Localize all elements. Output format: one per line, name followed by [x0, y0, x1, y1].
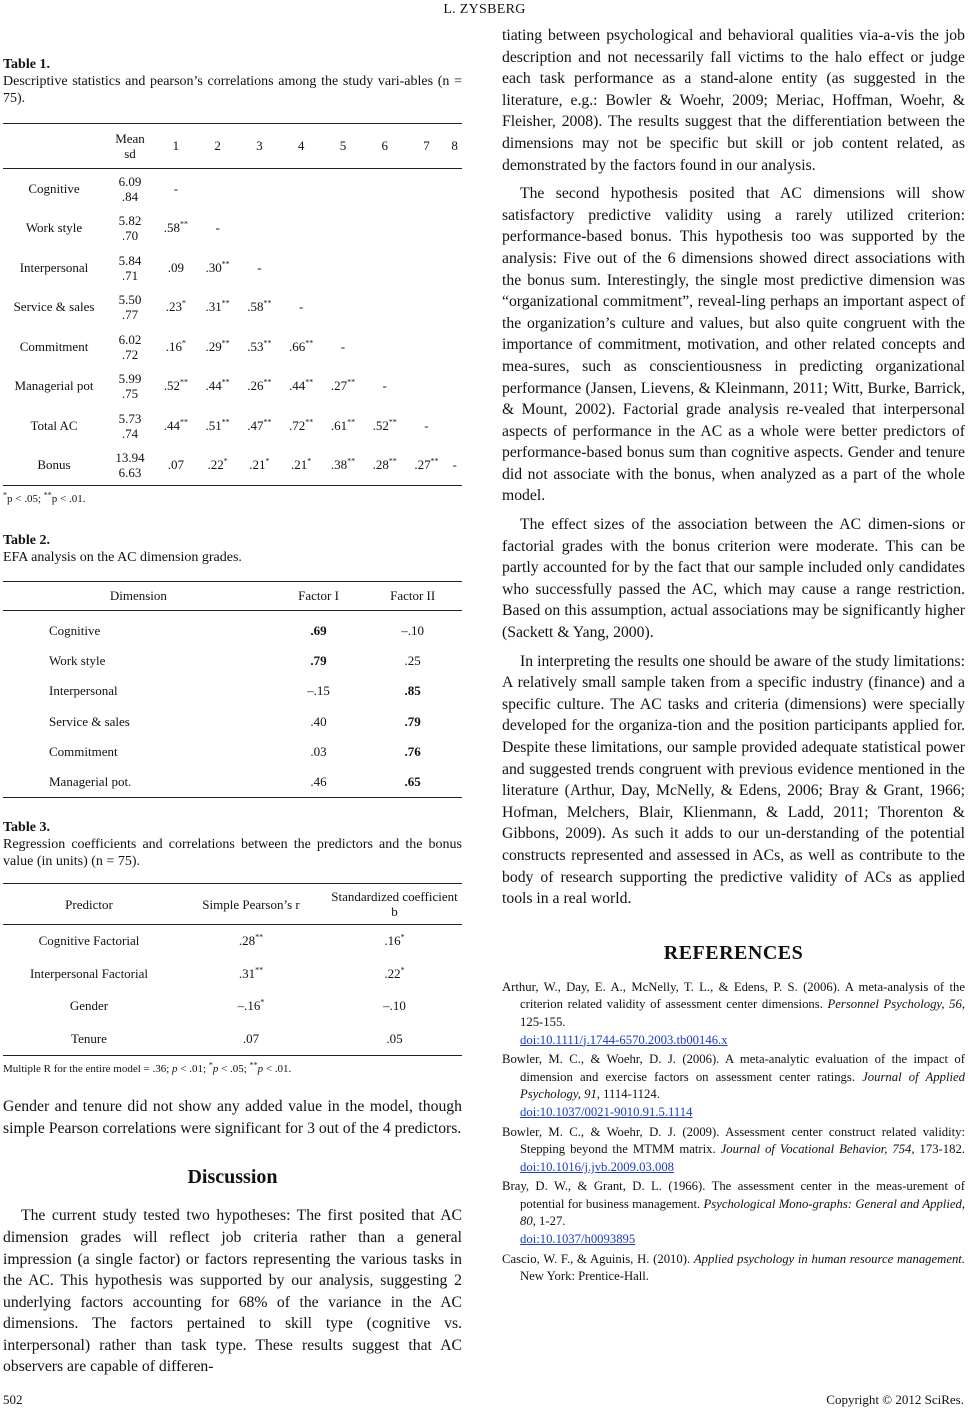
table-row: [3, 707, 462, 737]
table1-note: *p < .05; **p < .01.: [3, 490, 86, 505]
cell: -: [173, 180, 179, 196]
factor2-cell: .79: [404, 713, 421, 729]
col-header: 1: [155, 124, 197, 169]
factor2-cell: –.10: [401, 623, 425, 639]
copyright: Copyright © 2012 SciRes.: [826, 1392, 964, 1407]
col-header: 8: [447, 124, 462, 169]
cell: [322, 288, 364, 328]
cell: [406, 327, 448, 367]
cell: .27**: [414, 456, 439, 473]
cell: .38**: [330, 456, 356, 473]
reference-item: Bowler, M. C., & Woehr, D. J. (2006). A meta-analytic evaluation of the impact of dimension and exercise factors on assessment center ratings. Journal of Applied Psychology, 91, 1114-1124. doi:10.1037/0021-9010.91.5.1114: [502, 1052, 965, 1119]
table-row: [3, 676, 462, 706]
factor1-cell: .03: [310, 743, 327, 759]
cell: [364, 169, 406, 209]
cell: .72**: [289, 417, 314, 433]
mean-sd: 5.82 .70: [118, 213, 142, 244]
cell: .58**: [163, 219, 188, 236]
table-row: [3, 446, 462, 486]
table-row: [3, 169, 462, 209]
row-label: Work style: [25, 220, 83, 236]
t2-header-factor2: Factor II: [363, 582, 462, 611]
predictor-cell: Interpersonal Factorial: [29, 965, 149, 981]
col-header: 3: [239, 124, 281, 169]
reference-item: Bray, D. W., & Grant, D. L. (1966). The assessment center in the meas-urement of potential for business management. Psychological Mono-graphs: General and Applied, 80, 1-27. doi:10.1037/h0093895: [502, 1179, 965, 1247]
cell: .47**: [247, 417, 272, 433]
table-row: [3, 646, 462, 676]
cell: [447, 367, 462, 407]
table-row: [3, 990, 462, 1023]
cell: .16*: [165, 338, 186, 354]
coef-cell: .22*: [384, 965, 405, 981]
cell: -: [452, 457, 457, 473]
mean-sd: 13.94 6.63: [115, 450, 145, 481]
doi-link[interactable]: doi:10.1037/h0093895: [520, 1232, 636, 1247]
mean-sd: 6.02 .72: [118, 331, 142, 362]
cell: .61**: [330, 417, 356, 433]
row-label: Cognitive: [28, 180, 80, 196]
factor2-cell: .85: [404, 683, 421, 699]
page-number: 502: [3, 1392, 23, 1407]
cell: -: [340, 338, 346, 354]
cell: [364, 248, 406, 288]
paragraph: tiating between psychological and behavioral qualities via-a-vis the job description and not necessarily fall victims to the halo effect or judge each task performance as a stand-alone entity (as suggested in the literature, e.g.: Bowler & Woehr, 2009; Meriac, Hoffman, Woehr, & Fleisher, 2008). The results suggest that the differentiation between the dimensions may not be specific but skill or job content related, as demonstrated by the factors found in our analysis.: [502, 27, 965, 174]
table-row: [3, 406, 462, 446]
cell: -: [257, 259, 262, 275]
mean-sd: 5.50 .77: [118, 292, 142, 323]
cell: .44**: [205, 377, 230, 394]
coef-cell: .05: [386, 1030, 403, 1046]
cell: [406, 367, 448, 407]
paragraph: The effect sizes of the association between the AC dimen-sions or factorial grades with the bonus criterion were moderate. This can be partly accounted for by the fact that our sample included only candidates who successfully passed the AC, which may cause a range restriction. Based on this assumption, actual associations may be significantly higher (Sackett & Yang, 2000).: [502, 516, 965, 642]
cell: -: [299, 299, 304, 315]
t3-header-pearson: Simple Pearson’s r: [175, 884, 327, 925]
cell: [322, 248, 364, 288]
table-row: [3, 767, 462, 798]
cell: [280, 209, 322, 249]
cell: .07: [167, 457, 184, 473]
table-row: [3, 327, 462, 367]
table1-body: [3, 169, 462, 486]
table-row: [3, 1023, 462, 1056]
predictor-cell: Gender: [69, 998, 109, 1014]
pearson-cell: .07: [242, 1030, 260, 1046]
cell: .09: [167, 259, 184, 275]
table3-title: Table 3.: [3, 820, 50, 836]
col-header: 2: [197, 124, 239, 169]
cell: -: [424, 417, 429, 433]
table-row: [3, 737, 462, 767]
table-row: [3, 209, 462, 249]
cell: .22*: [207, 456, 228, 473]
table-row: [3, 288, 462, 328]
table-row: [3, 367, 462, 407]
left-column: [3, 35, 462, 1378]
col-sd: sd: [124, 146, 136, 161]
cell: .31**: [205, 298, 230, 315]
references-list: [502, 979, 965, 1286]
predictor-cell: Cognitive Factorial: [38, 933, 140, 949]
cell: .44**: [163, 417, 188, 433]
cell: .29**: [205, 338, 230, 354]
cell: [197, 169, 239, 209]
cell: .26**: [247, 377, 272, 394]
doi-link[interactable]: doi:10.1016/j.jvb.2009.03.008: [520, 1159, 675, 1174]
cell: -: [382, 378, 387, 394]
col-mean: Mean: [115, 131, 145, 146]
table-row: [3, 958, 462, 991]
factor1-cell: .40: [310, 713, 327, 729]
cell: [447, 288, 462, 328]
col-header: 7: [406, 124, 448, 169]
table3-note: Multiple R for the entire model = .36; p < .01; *p < .05; **p < .01.: [3, 1060, 292, 1076]
table2-caption: EFA analysis on the AC dimension grades.: [3, 550, 242, 565]
cell: .23*: [165, 298, 186, 315]
cell: [364, 327, 406, 367]
cell: [280, 169, 322, 209]
pearson-cell: –.16*: [237, 998, 265, 1014]
table-row: [3, 248, 462, 288]
row-label: Bonus: [37, 457, 71, 473]
references-heading: REFERENCES: [663, 941, 804, 964]
t2-header-dimension: Dimension: [3, 582, 274, 611]
table2-title: Table 2.: [3, 533, 50, 548]
dimension-cell: Interpersonal: [49, 683, 118, 699]
col-header: 4: [280, 124, 322, 169]
cell: .52**: [372, 417, 397, 433]
table2-body: [3, 611, 462, 798]
cell: .27**: [330, 377, 356, 394]
t2-header-factor1: Factor I: [274, 582, 364, 611]
factor1-cell: .69: [310, 623, 327, 639]
cell: .58**: [247, 298, 272, 315]
discussion-paragraph: The current study tested two hypotheses: The first posited that AC dimension grades will reflect job criteria rather than a general impression (a single factor) or factors representing the various tasks in the AC. This hypothesis was supported by our analysis, suggesting 2 underlying factors accounting for 68% of the variance in the AC dimensions. The factors pertained to skill type (cognitive vs. interpersonal) rather than task type. These results suggest that AC observers are capable of differen-: [3, 1207, 462, 1376]
cell: [322, 169, 364, 209]
factor2-cell: .25: [404, 653, 421, 669]
running-head: L. ZYSBERG: [443, 2, 526, 17]
t3-header-coef: Standardized coefficient b: [327, 884, 462, 925]
cell: [447, 327, 462, 367]
dimension-cell: Work style: [49, 653, 106, 669]
factor1-cell: .46: [310, 774, 327, 790]
discussion-heading: Discussion: [187, 1166, 278, 1189]
cell: [322, 209, 364, 249]
cell: .28**: [372, 456, 397, 473]
table3-caption: Regression coefficients and correlations between the predictors and the bonus value (in units) (n = 75).: [3, 837, 462, 870]
cell: [364, 288, 406, 328]
cell: .21*: [291, 456, 312, 473]
cell: .51**: [205, 417, 230, 433]
dimension-cell: Commitment: [49, 743, 118, 759]
cell: [239, 169, 281, 209]
dimension-cell: Managerial pot.: [49, 774, 132, 790]
cell: [406, 209, 448, 249]
table-row: [3, 925, 462, 958]
cell: [447, 169, 462, 209]
factor2-cell: .65: [404, 774, 421, 790]
cell: [239, 209, 281, 249]
row-label: Commitment: [19, 338, 89, 354]
pearson-cell: .28**: [238, 933, 264, 949]
table3-body: [3, 925, 462, 1056]
mean-sd: 5.73 .74: [118, 410, 142, 441]
t3-header-predictor: Predictor: [3, 884, 175, 925]
factor1-cell: .79: [310, 653, 327, 669]
mean-sd: 5.99 .75: [118, 371, 142, 402]
table1: [3, 123, 462, 486]
table1-caption: Descriptive statistics and pearson’s correlations among the study vari-ables (n = 75).: [3, 74, 462, 106]
table1-title: Table 1.: [3, 57, 50, 72]
cell: .53**: [247, 338, 272, 354]
dimension-cell: Service & sales: [49, 713, 130, 729]
cell: [406, 288, 448, 328]
doi-link[interactable]: doi:10.1111/j.1744-6570.2003.tb00146.x: [520, 1032, 728, 1047]
row-label: Interpersonal: [19, 259, 89, 275]
row-label: Managerial pot: [14, 378, 94, 394]
right-column: [502, 25, 965, 1288]
results-paragraph: Gender and tenure did not show any added value in the model, though simple Pearson correlations were significant for 3 out of the 4 predictors.: [3, 1098, 462, 1137]
paragraph: The second hypothesis posited that AC dimensions will show satisfactory predictive validity using a rarely utilized criterion: performance-based bonus. This hypothesis too was supported by the analysis: Five out of the 6 dimensions showed direct associations with the bonus sum. Interestingly, the single most predictive dimension was “organizational commitment”, reveal-ling perhaps an important aspect of the organization’s culture and values, but also quite congruent with the importance of commitment, motivation, and other related concepts and mea-sures, such as conscientiousness in predicting organizational performance (Jansen, Lievens, & Kleinmann, 2011; Witt, Burke, Barrick, & Mount, 2002). Factorial grade analysis re-vealed that interpersonal aspects of performance in the AC as a whole were better predictors of performance-based bonus sum than cognitive aspects. Gender and tenure did not associate with the bonus, when analyzed as a part of the whole model.: [502, 185, 965, 505]
cell: .52**: [163, 377, 188, 394]
col-header: 5: [322, 124, 364, 169]
doi-link[interactable]: doi:10.1037/0021-9010.91.5.1114: [520, 1104, 693, 1119]
cell: [406, 248, 448, 288]
reference-item: Arthur, W., Day, E. A., McNelly, T. L., & Edens, P. S. (2006). A meta-analysis of the criterion related validity of assessment center dimensions. Personnel Psychology, 56, 125-155. doi:10.1111/j.1744-6570.2003.tb00146.x: [502, 979, 965, 1047]
mean-sd: 5.84 .71: [118, 252, 142, 283]
predictor-cell: Tenure: [71, 1030, 107, 1046]
mean-sd: 6.09 .84: [118, 173, 142, 204]
cell: [280, 248, 322, 288]
row-label: Total AC: [30, 417, 78, 433]
table2: [3, 581, 462, 798]
cell: .44**: [289, 377, 314, 394]
pearson-cell: .31**: [238, 965, 264, 981]
reference-item: Cascio, W. F., & Aguinis, H. (2010). Applied psychology in human resource management. New York: Prentice-Hall.: [502, 1251, 965, 1284]
factor2-cell: .76: [404, 743, 421, 759]
table-row: [3, 611, 462, 647]
table3: [3, 883, 462, 1056]
cell: -: [215, 220, 220, 236]
cell: [447, 209, 462, 249]
cell: [447, 406, 462, 446]
coef-cell: .16*: [384, 933, 405, 949]
coef-cell: –.10: [383, 998, 406, 1014]
dimension-cell: Cognitive: [49, 623, 101, 639]
cell: .66**: [289, 338, 314, 354]
cell: [364, 209, 406, 249]
reference-item: Bowler, M. C., & Woehr, D. J. (2009). Assessment center construct related validity: Stepping beyond the MTMM matrix. Journal of Vocational Behavior, 754, 173-182. doi:10.1016/j.jvb.2009.03.008: [502, 1124, 965, 1174]
cell: .21*: [249, 456, 270, 473]
cell: [406, 169, 448, 209]
cell: .30**: [205, 259, 230, 275]
factor1-cell: –.15: [307, 683, 330, 699]
paragraph: In interpreting the results one should be aware of the study limitations: A relatively small sample taken from a specific industry (finance) and a specific culture. The AC tasks and criteria (dimensions) were specially developed for the organiza-tion and the position participants applied for. Despite these limitations, our sample provided adequate statistical power and suggested trends congruent with previous evidence mentioned in the literature (Arthur, Day, McNelly, & Edens, 2006; Bray & Grant, 1966; Hofman, Melchers, Blair, Klienmann, & Ladd, 2011; Thorenton & Gibbons, 2009). As such it adds to our un-derstanding of the potential constructs represented and assessed in ACs, as well as contribute to the body of research supporting the predictive validity of ACs as applied tools in a real world.: [502, 652, 965, 908]
row-label: Service & sales: [13, 299, 95, 315]
cell: [447, 248, 462, 288]
col-header: 6: [364, 124, 406, 169]
